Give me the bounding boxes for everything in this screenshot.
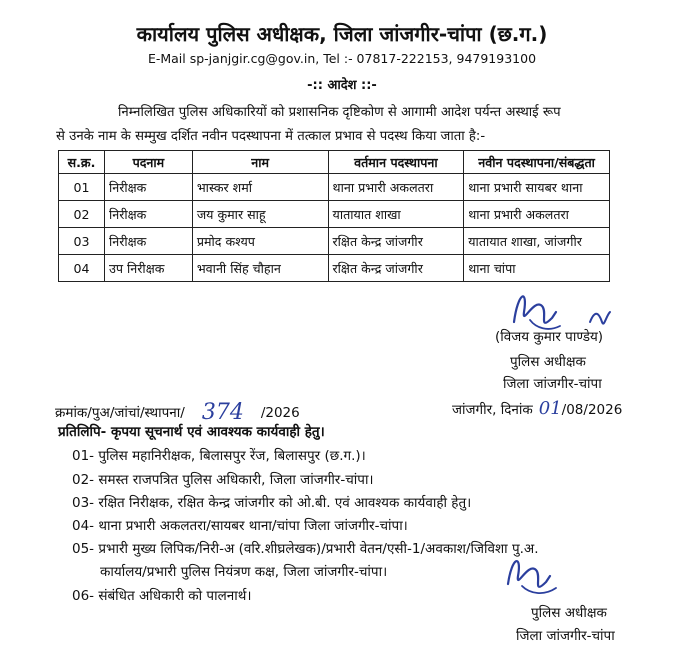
copy-signatory-district: जिला जांजगीर-चांपा	[516, 628, 615, 644]
cell-name: जय कुमार साहू	[192, 201, 328, 228]
table-row	[59, 201, 610, 228]
cell-current-posting: रक्षित केन्द्र जांजगीर	[328, 228, 464, 255]
cell-name: भवानी सिंह चौहान	[192, 255, 328, 282]
date-rest: /08/2026	[561, 402, 623, 418]
table-row	[59, 255, 610, 282]
header-designation: पदनाम	[104, 151, 192, 174]
cell-serial: 03	[59, 228, 105, 255]
copy-item-03: 03- रक्षित निरीक्षक, रक्षित केन्द्र जांजगीर को ओ.बी. एवं आवश्यक कार्यवाही हेतु।	[72, 495, 472, 511]
cell-name: भास्कर शर्मा	[192, 174, 328, 201]
copy-item-06: 06- संबंधित अधिकारी को पालनार्थ।	[72, 588, 252, 604]
cell-serial: 01	[59, 174, 105, 201]
copy-item-05: 05- प्रभारी मुख्य लिपिक/निरी-अ (वरि.शीघ्रलेखक)/प्रभारी वेतन/एसी-1/अवकाश/जिविशा पु.अ.	[72, 541, 539, 557]
header-current-posting: वर्तमान पदस्थापना	[328, 151, 464, 174]
date-handwritten-day: 01	[538, 398, 562, 419]
table-row	[59, 228, 610, 255]
cell-current-posting: यातायात शाखा	[328, 201, 464, 228]
cell-new-posting: थाना प्रभारी अकलतरा	[464, 201, 610, 228]
reference-year: /2026	[260, 405, 300, 421]
posting-table	[58, 150, 610, 282]
reference-prefix: क्रमांक/पुअ/जांचां/स्थापना/	[55, 405, 185, 421]
order-date	[452, 398, 622, 419]
copy-item-01: 01- पुलिस महानिरीक्षक, बिलासपुर रेंज, बिलासपुर (छ.ग.)।	[72, 448, 366, 464]
order-heading: -:: आदेश ::-	[307, 78, 377, 93]
reference-number	[55, 398, 300, 423]
cell-current-posting: थाना प्रभारी अकलतरा	[328, 174, 464, 201]
copy-heading: प्रतिलिपि- कृपया सूचनार्थ एवं आवश्यक कार्यवाही हेतु।	[58, 424, 325, 440]
date-prefix: जांजगीर, दिनांक	[452, 402, 533, 418]
office-title: कार्यालय पुलिस अधीक्षक, जिला जांजगीर-चांपा (छ.ग.)	[136, 22, 548, 46]
cell-designation: निरीक्षक	[104, 201, 192, 228]
header-new-posting: नवीन पदस्थापना/संबद्धता	[464, 151, 610, 174]
copy-item-05-continued: कार्यालय/प्रभारी पुलिस नियंत्रण कक्ष, जिला जांजगीर-चांपा।	[100, 564, 388, 580]
copy-signatory-designation: पुलिस अधीक्षक	[531, 605, 607, 621]
copy-item-04: 04- थाना प्रभारी अकलतरा/सायबर थाना/चांपा जिला जांजगीर-चांपा।	[72, 518, 408, 534]
signatory-designation: पुलिस अधीक्षक	[510, 354, 586, 370]
contact-line: E-Mail sp-janjgir.cg@gov.in, Tel :- 07817-222153, 9479193100	[147, 51, 537, 66]
copy-item-02: 02- समस्त राजपत्रित पुलिस अधिकारी, जिला जांजगीर-चांपा।	[72, 472, 374, 488]
cell-serial: 04	[59, 255, 105, 282]
cell-designation: निरीक्षक	[104, 228, 192, 255]
signature-2	[494, 548, 614, 608]
order-paragraph-line-1: निम्नलिखित पुलिस अधिकारियों को प्रशासनिक दृष्टिकोण से आगामी आदेश पर्यन्त अस्थाई रूप	[118, 105, 561, 120]
cell-designation: उप निरीक्षक	[104, 255, 192, 282]
table-row	[59, 174, 610, 201]
reference-handwritten-number: 374	[201, 400, 244, 425]
signatory-name: (विजय कुमार पाण्डेय)	[495, 329, 604, 345]
order-paragraph-line-2: से उनके नाम के सम्मुख दर्शित नवीन पदस्थापना में तत्काल प्रभाव से पदस्थ किया जाता है:-	[56, 129, 486, 144]
cell-new-posting: यातायात शाखा, जांजगीर	[464, 228, 610, 255]
cell-new-posting: थाना चांपा	[464, 255, 610, 282]
signatory-district: जिला जांजगीर-चांपा	[503, 376, 602, 392]
table-header-row	[59, 151, 610, 174]
cell-serial: 02	[59, 201, 105, 228]
header-name: नाम	[192, 151, 328, 174]
cell-name: प्रमोद कश्यप	[192, 228, 328, 255]
cell-new-posting: थाना प्रभारी सायबर थाना	[464, 174, 610, 201]
cell-current-posting: रक्षित केन्द्र जांजगीर	[328, 255, 464, 282]
header-serial: स.क्र.	[59, 151, 105, 174]
cell-designation: निरीक्षक	[104, 174, 192, 201]
